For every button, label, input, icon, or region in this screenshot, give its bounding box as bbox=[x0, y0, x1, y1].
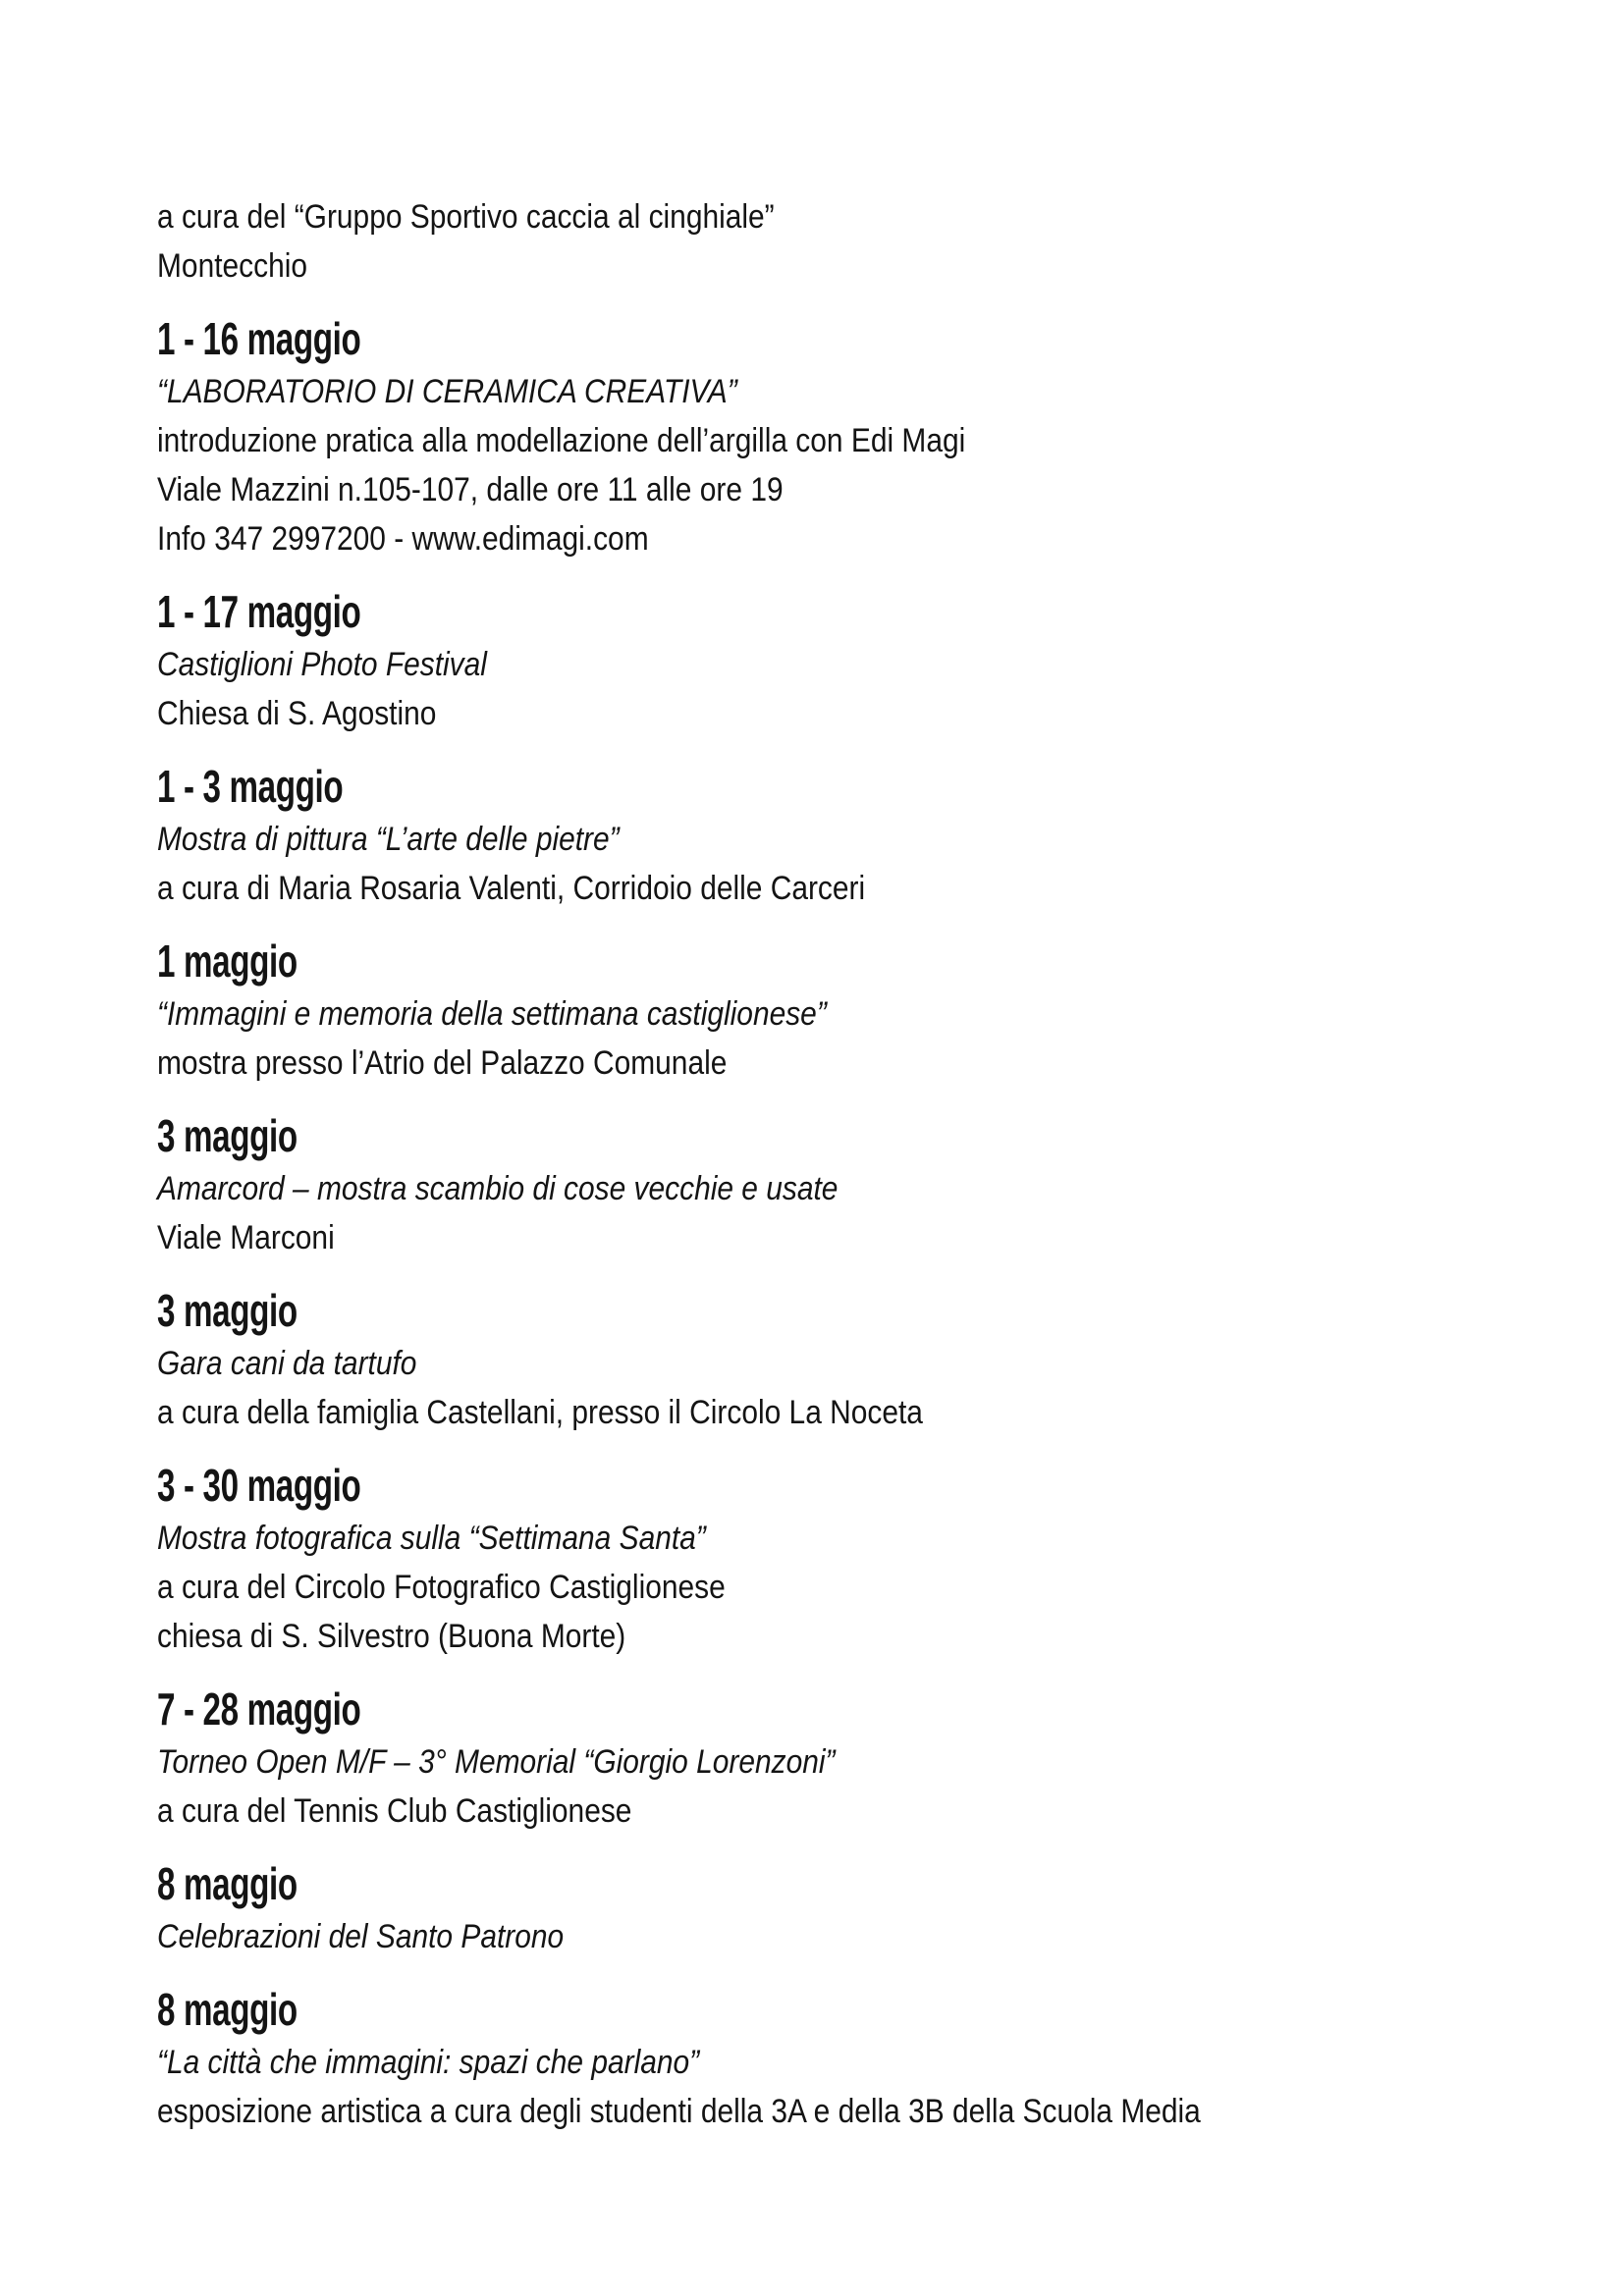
event-detail: a cura di Maria Rosaria Valenti, Corridoio delle Carceri bbox=[157, 870, 866, 907]
events-list bbox=[157, 192, 1574, 2156]
event-detail: a cura del Circolo Fotografico Castiglionese bbox=[157, 1569, 726, 1606]
event-date: 3 - 30 maggio bbox=[157, 1460, 361, 1511]
event-date: 3 maggio bbox=[157, 1285, 298, 1336]
event-block bbox=[157, 758, 1574, 913]
event-title: Gara cani da tartufo bbox=[157, 1345, 417, 1382]
event-block bbox=[157, 1282, 1574, 1437]
event-title: “Immagini e memoria della settimana castiglionese” bbox=[157, 995, 827, 1033]
event-date: 1 - 16 maggio bbox=[157, 313, 361, 364]
event-block bbox=[157, 1457, 1574, 1661]
event-date: 7 - 28 maggio bbox=[157, 1683, 361, 1735]
event-date: 8 maggio bbox=[157, 1858, 298, 1909]
event-block bbox=[157, 1681, 1574, 1836]
event-detail: a cura della famiglia Castellani, presso il Circolo La Noceta bbox=[157, 1394, 923, 1431]
event-date: 1 - 17 maggio bbox=[157, 586, 361, 637]
event-block bbox=[157, 933, 1574, 1088]
event-detail: Viale Mazzini n.105-107, dalle ore 11 alle ore 19 bbox=[157, 471, 784, 508]
event-date: 8 maggio bbox=[157, 1984, 298, 2035]
event-block bbox=[157, 583, 1574, 738]
event-date: 1 maggio bbox=[157, 935, 298, 987]
event-title: “LABORATORIO DI CERAMICA CREATIVA” bbox=[157, 373, 737, 410]
event-detail: introduzione pratica alla modellazione dell’argilla con Edi Magi bbox=[157, 422, 966, 459]
event-detail: a cura del Tennis Club Castiglionese bbox=[157, 1792, 632, 1830]
event-detail: Chiesa di S. Agostino bbox=[157, 695, 437, 732]
event-block bbox=[157, 1855, 1574, 1961]
event-title: Celebrazioni del Santo Patrono bbox=[157, 1918, 565, 1955]
event-title: Torneo Open M/F – 3° Memorial “Giorgio Lorenzoni” bbox=[157, 1743, 836, 1781]
event-block bbox=[157, 1981, 1574, 2136]
intro-line: a cura del “Gruppo Sportivo caccia al cinghiale” bbox=[157, 198, 775, 236]
event-detail: Viale Marconi bbox=[157, 1219, 335, 1256]
event-detail: mostra presso l’Atrio del Palazzo Comunale bbox=[157, 1044, 728, 1082]
event-detail: chiesa di S. Silvestro (Buona Morte) bbox=[157, 1618, 626, 1655]
event-title: Mostra fotografica sulla “Settimana Santa” bbox=[157, 1520, 706, 1557]
event-detail: Info 347 2997200 - www.edimagi.com bbox=[157, 520, 649, 558]
event-title: Amarcord – mostra scambio di cose vecchie e usate bbox=[157, 1170, 839, 1207]
intro-line: Montecchio bbox=[157, 247, 308, 285]
intro-block bbox=[157, 192, 1574, 291]
event-date: 3 maggio bbox=[157, 1110, 298, 1161]
event-detail: esposizione artistica a cura degli studenti della 3A e della 3B della Scuola Media bbox=[157, 2093, 1201, 2130]
event-block bbox=[157, 310, 1574, 563]
event-block bbox=[157, 1107, 1574, 1262]
event-title: Mostra di pittura “L’arte delle pietre” bbox=[157, 821, 620, 858]
event-title: “La città che immagini: spazi che parlano” bbox=[157, 2044, 700, 2081]
event-date: 1 - 3 maggio bbox=[157, 761, 344, 812]
event-title: Castiglioni Photo Festival bbox=[157, 646, 487, 683]
